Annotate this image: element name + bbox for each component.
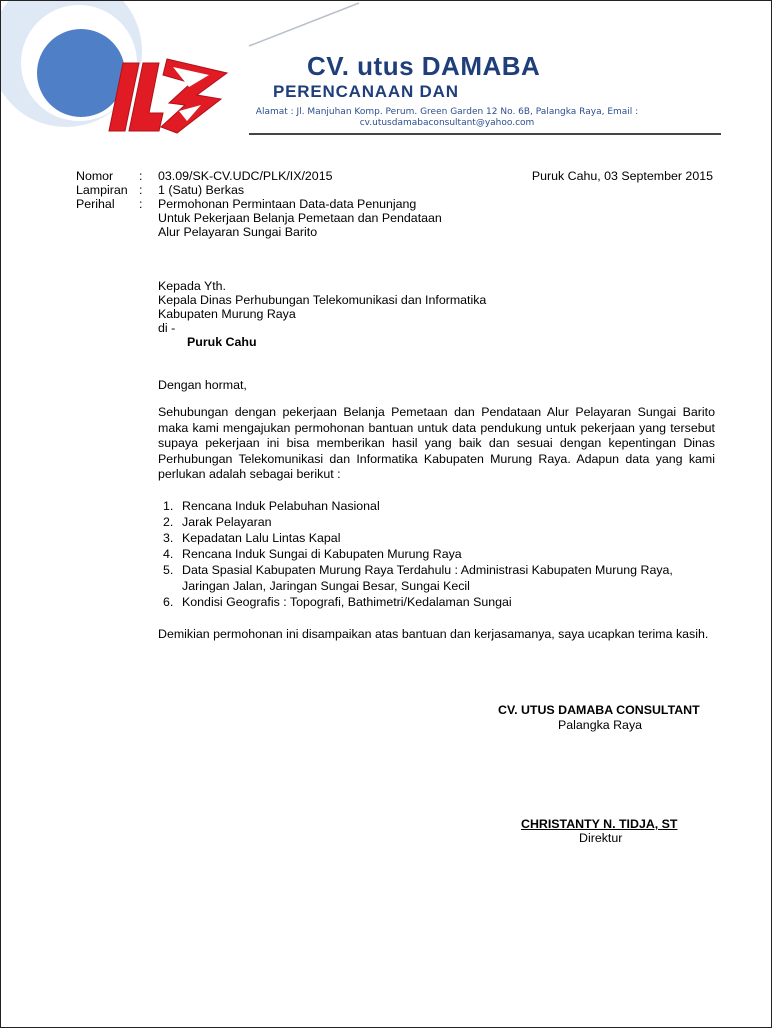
- company-name: CV. utus DAMABA: [307, 51, 541, 81]
- list-item-number: 3.: [163, 531, 174, 545]
- nomor-label: Nomor: [76, 169, 114, 183]
- perihal-colon: :: [139, 197, 143, 211]
- list-item: [158, 594, 722, 610]
- list-item: [158, 498, 722, 514]
- body-paragraph-text: Sehubungan dengan pekerjaan Belanja Pemetaan dan Pendataan Alur Pelayaran Sungai Barito maka kami mengajukan permohonan bantuan untuk data pendukung untuk pekerjaan yang tersebut supaya pekerjaan ini bisa memberikan hasil yang baik dan sesuai dengan kepentingan Dinas Perhubungan Telekomunikasi dan Informatika Kabupaten Murung Raya. Adapun data yang kami perlukan adalah sebagai berikut :: [158, 405, 715, 482]
- lampiran-label: Lampiran: [76, 183, 128, 197]
- list-item-number: 6.: [163, 595, 174, 609]
- list-item: [158, 530, 722, 546]
- signature-city: Palangka Raya: [558, 718, 643, 732]
- list-item: [158, 546, 722, 562]
- perihal-line: Untuk Pekerjaan Belanja Pemetaan dan Pendataan: [158, 211, 442, 225]
- recipient-office: Kepala Dinas Perhubungan Telekomunikasi dan Informatika: [158, 293, 487, 307]
- closing-paragraph: [158, 627, 715, 643]
- list-item-text: Kondisi Geografis : Topografi, Bathimetri/Kedalaman Sungai: [182, 595, 512, 609]
- list-item: [158, 514, 722, 530]
- list-item-text: Kepadatan Lalu Lintas Kapal: [182, 531, 341, 545]
- inner-circle-shape: [37, 29, 125, 117]
- signatory-name: CHRISTANTY N. TIDJA, ST: [521, 817, 678, 831]
- list-item-text: Rencana Induk Pelabuhan Nasional: [182, 499, 380, 513]
- lampiran-colon: :: [139, 183, 143, 197]
- perihal-line: Permohonan Permintaan Data-data Penunjang: [158, 197, 417, 211]
- lampiran-value: 1 (Satu) Berkas: [158, 183, 245, 197]
- ub-logo-icon: [109, 59, 227, 133]
- company-address: [251, 107, 643, 129]
- recipient-di: di -: [158, 321, 176, 335]
- list-item-text: Rencana Induk Sungai di Kabupaten Murung Raya: [182, 547, 462, 561]
- perihal-line: Alur Pelayaran Sungai Barito: [158, 225, 318, 239]
- closing-text: Demikian permohonan ini disampaikan atas bantuan dan kerjasamanya, saya ucapkan terima kasih.: [158, 627, 709, 641]
- address-line: Alamat : Jl. Manjuhan Komp. Perum. Green Garden 12 No. 6B, Palangka Raya, Email :: [255, 107, 639, 117]
- list-item-text: Data Spasial Kabupaten Murung Raya Terdahulu : Administrasi Kabupaten Murung Raya, Jaringan Jalan, Jaringan Sungai Besar, Sungai Kecil: [182, 563, 673, 593]
- recipient-city: Puruk Cahu: [187, 335, 257, 349]
- request-list: [158, 498, 722, 610]
- list-item-number: 5.: [163, 563, 174, 577]
- nomor-value: 03.09/SK-CV.UDC/PLK/IX/2015: [158, 169, 333, 183]
- list-item-number: 2.: [163, 515, 174, 529]
- list-item-number: 4.: [163, 547, 174, 561]
- body-paragraph: [158, 405, 715, 483]
- diagonal-line-shape: [249, 3, 359, 46]
- perihal-label: Perihal: [76, 197, 115, 211]
- place-date: Puruk Cahu, 03 September 2015: [531, 169, 713, 183]
- company-subtitle: PERENCANAAN DAN: [273, 82, 459, 101]
- list-item-text: Jarak Pelayaran: [182, 515, 272, 529]
- signatory-title: Direktur: [579, 831, 623, 845]
- recipient-salutation: Kepada Yth.: [158, 279, 226, 293]
- signature-company: CV. UTUS DAMABA CONSULTANT: [498, 703, 700, 717]
- list-item-number: 1.: [163, 499, 174, 513]
- list-item: [158, 562, 702, 594]
- header-rule: [249, 133, 721, 135]
- recipient-regency: Kabupaten Murung Raya: [158, 307, 296, 321]
- email-line: cv.utusdamabaconsultant@yahoo.com: [359, 118, 535, 128]
- nomor-colon: :: [139, 169, 143, 183]
- greeting: Dengan hormat,: [158, 378, 247, 392]
